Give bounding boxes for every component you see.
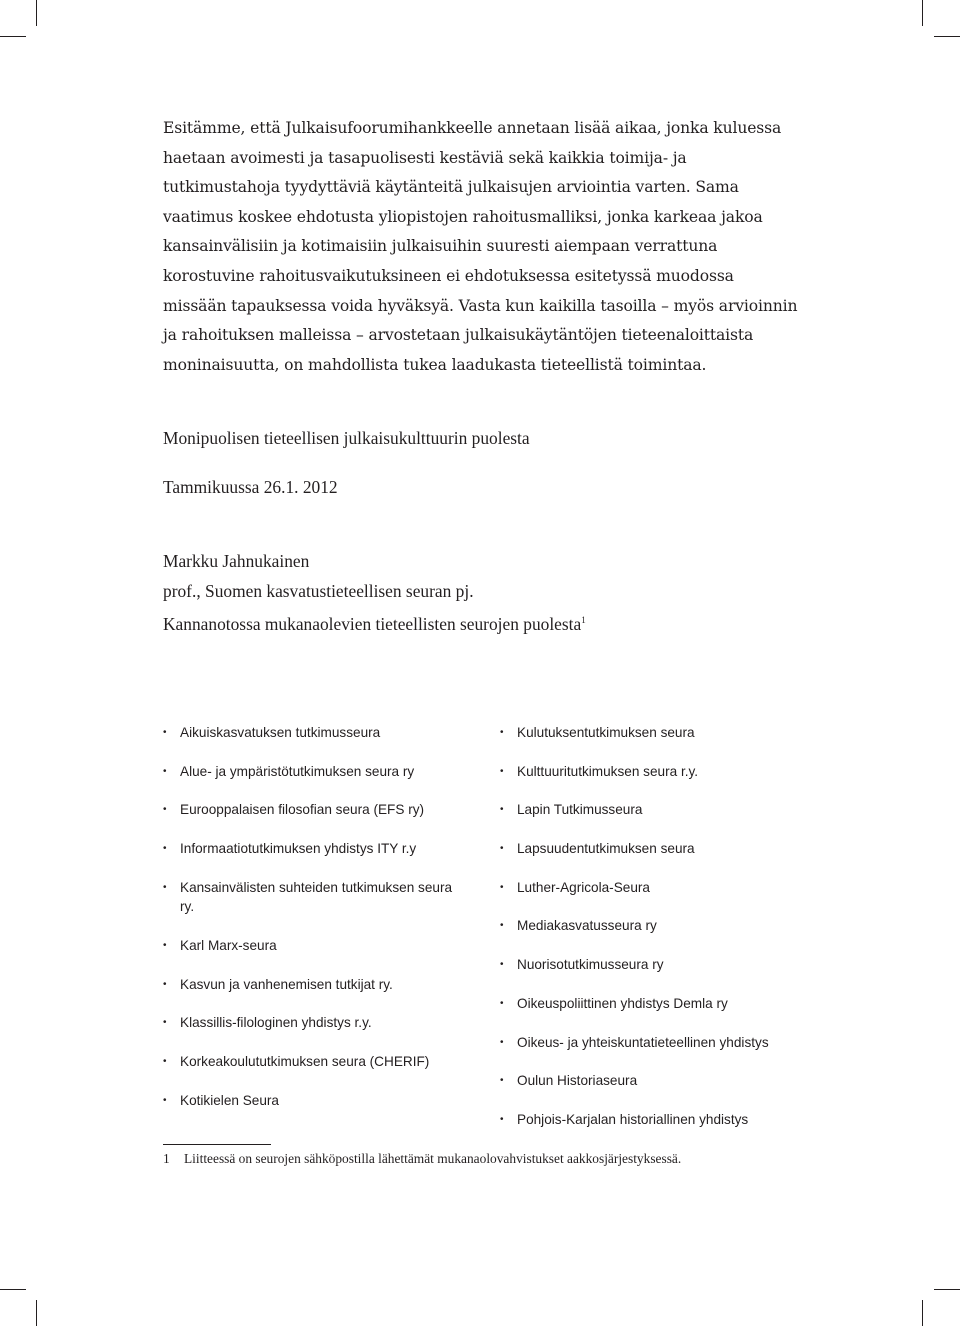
society-name: Korkeakoulututkimuksen seura (CHERIF)	[180, 1054, 430, 1070]
footnote-text: Liitteessä on seurojen sähköpostilla lähettämät mukanaolovahvistukset aakkosjärjestyksessä.	[184, 1151, 682, 1166]
society-list-item	[163, 975, 463, 995]
crop-mark	[922, 1300, 923, 1326]
body-paragraph: Esitämme, että Julkaisufoorumihankkeelle annetaan lisää aikaa, jonka kuluessa haetaan avoimesti ja tasapuolisesti kestäviä sekä kaikkia toimija- ja tutkimustahoja tyydyttäviä käytänteitä julkaisujen arviointia varten. Sama vaatimus koskee ehdotusta yliopistojen rahoitusmalliksi, jonka karkeaa jakoa kansainvälisiin ja kotimaisiin julkaisuihin suuresti aiempaan verrattuna korostuvine rahoitusvaikutuksineen ei ehdotuksessa esitetyssä muodossa missään tapauksessa voida hyväksyä. Vasta kun kaikilla tasoilla – myös arvioinnin ja rahoituksen malleissa – arvostetaan julkaisukäytäntöjen tieteenaloittaista moninaisuutta, on mahdollista tukea laadukasta tieteellistä toimintaa.	[163, 119, 798, 374]
bullet-icon: •	[163, 804, 167, 816]
society-name: Mediakasvatusseura ry	[517, 918, 657, 934]
on-behalf-line	[163, 609, 586, 635]
crop-mark	[36, 1300, 37, 1326]
society-name: Oulun Historiaseura	[517, 1073, 638, 1089]
society-name: Kulutuksentutkimuksen seura	[517, 725, 695, 740]
bullet-icon: •	[500, 997, 504, 1009]
society-list-item	[163, 936, 463, 956]
crop-mark	[934, 1289, 960, 1290]
bullet-icon: •	[500, 843, 504, 855]
bullet-icon: •	[500, 920, 504, 932]
society-list-item	[163, 800, 463, 820]
footnote-number: 1	[163, 1151, 170, 1166]
bullet-icon: •	[163, 765, 167, 777]
societies-list-right	[500, 723, 800, 1149]
footnote-reference: 1	[581, 615, 586, 625]
bullet-icon: •	[500, 959, 504, 971]
society-name: Aikuiskasvatuksen tutkimusseura	[180, 725, 381, 740]
bullet-icon: •	[163, 727, 167, 738]
society-list-item	[163, 1091, 463, 1111]
society-name: Karl Marx-seura	[180, 938, 277, 954]
bullet-icon: •	[500, 765, 504, 777]
footnote-divider	[163, 1144, 271, 1145]
bullet-icon: •	[500, 727, 504, 738]
crop-mark	[0, 36, 26, 37]
bullet-icon: •	[500, 1075, 504, 1087]
bullet-icon: •	[163, 978, 167, 990]
society-name: Kulttuuritutkimuksen seura r.y.	[517, 763, 699, 779]
society-name: Informaatiotutkimuksen yhdistys ITY r.y	[180, 841, 417, 857]
societies-list-left	[163, 723, 463, 1129]
society-name: Oikeuspoliittinen yhdistys Demla ry	[517, 995, 728, 1011]
society-name: Kasvun ja vanhenemisen tutkijat ry.	[180, 976, 393, 992]
society-list-item	[500, 1033, 800, 1053]
bullet-icon: •	[163, 940, 167, 952]
society-name: Klassillis-filologinen yhdistys r.y.	[180, 1015, 372, 1031]
bullet-icon: •	[163, 1017, 167, 1029]
society-list-item	[500, 1071, 800, 1091]
society-list-item	[500, 955, 800, 975]
society-name: Alue- ja ympäristötutkimuksen seura ry	[180, 763, 415, 779]
crop-mark	[0, 1289, 26, 1290]
society-name: Pohjois-Karjalan historiallinen yhdistys	[517, 1111, 749, 1127]
bullet-icon: •	[500, 881, 504, 893]
bullet-icon: •	[500, 804, 504, 816]
society-list-item	[500, 994, 800, 1014]
bullet-icon: •	[163, 1094, 167, 1106]
signer-name: Markku Jahnukainen	[163, 551, 310, 571]
bullet-icon: •	[163, 1056, 167, 1068]
bullet-icon: •	[163, 881, 167, 893]
society-list-item	[163, 839, 463, 859]
society-list-item	[163, 1013, 463, 1033]
crop-mark	[922, 0, 923, 26]
bullet-icon: •	[500, 1113, 504, 1125]
bullet-icon: •	[500, 1036, 504, 1048]
date: Tammikuussa 26.1. 2012	[163, 477, 338, 497]
society-list-item	[163, 1052, 463, 1072]
society-name: Luther-Agricola-Seura	[517, 879, 650, 895]
society-list-item	[500, 878, 800, 898]
society-name: Nuorisotutkimusseura ry	[517, 957, 664, 973]
crop-mark	[934, 36, 960, 37]
society-list-item	[500, 839, 800, 859]
society-list-item	[163, 762, 463, 782]
society-list-item	[163, 878, 463, 917]
crop-mark	[36, 0, 37, 26]
society-name: Lapsuudentutkimuksen seura	[517, 841, 695, 857]
society-list-item	[500, 916, 800, 936]
footnote	[163, 1149, 681, 1169]
on-behalf-text: Kannanotossa mukanaolevien tieteellisten seurojen puolesta	[163, 614, 582, 634]
society-list-item	[163, 723, 463, 743]
signer-role: prof., Suomen kasvatustieteellisen seuran pj.	[163, 581, 474, 601]
society-name: Kansainvälisten suhteiden tutkimuksen seura ry.	[180, 879, 453, 915]
society-name: Eurooppalaisen filosofian seura (EFS ry)	[180, 802, 425, 818]
society-list-item	[500, 1110, 800, 1130]
society-list-item	[500, 762, 800, 782]
society-list-item	[500, 723, 800, 743]
society-list-item	[500, 800, 800, 820]
slogan: Monipuolisen tieteellisen julkaisukulttuurin puolesta	[163, 428, 530, 448]
bullet-icon: •	[163, 843, 167, 855]
society-name: Oikeus- ja yhteiskuntatieteellinen yhdistys	[517, 1034, 769, 1050]
society-name: Lapin Tutkimusseura	[517, 802, 643, 818]
society-name: Kotikielen Seura	[180, 1092, 279, 1108]
